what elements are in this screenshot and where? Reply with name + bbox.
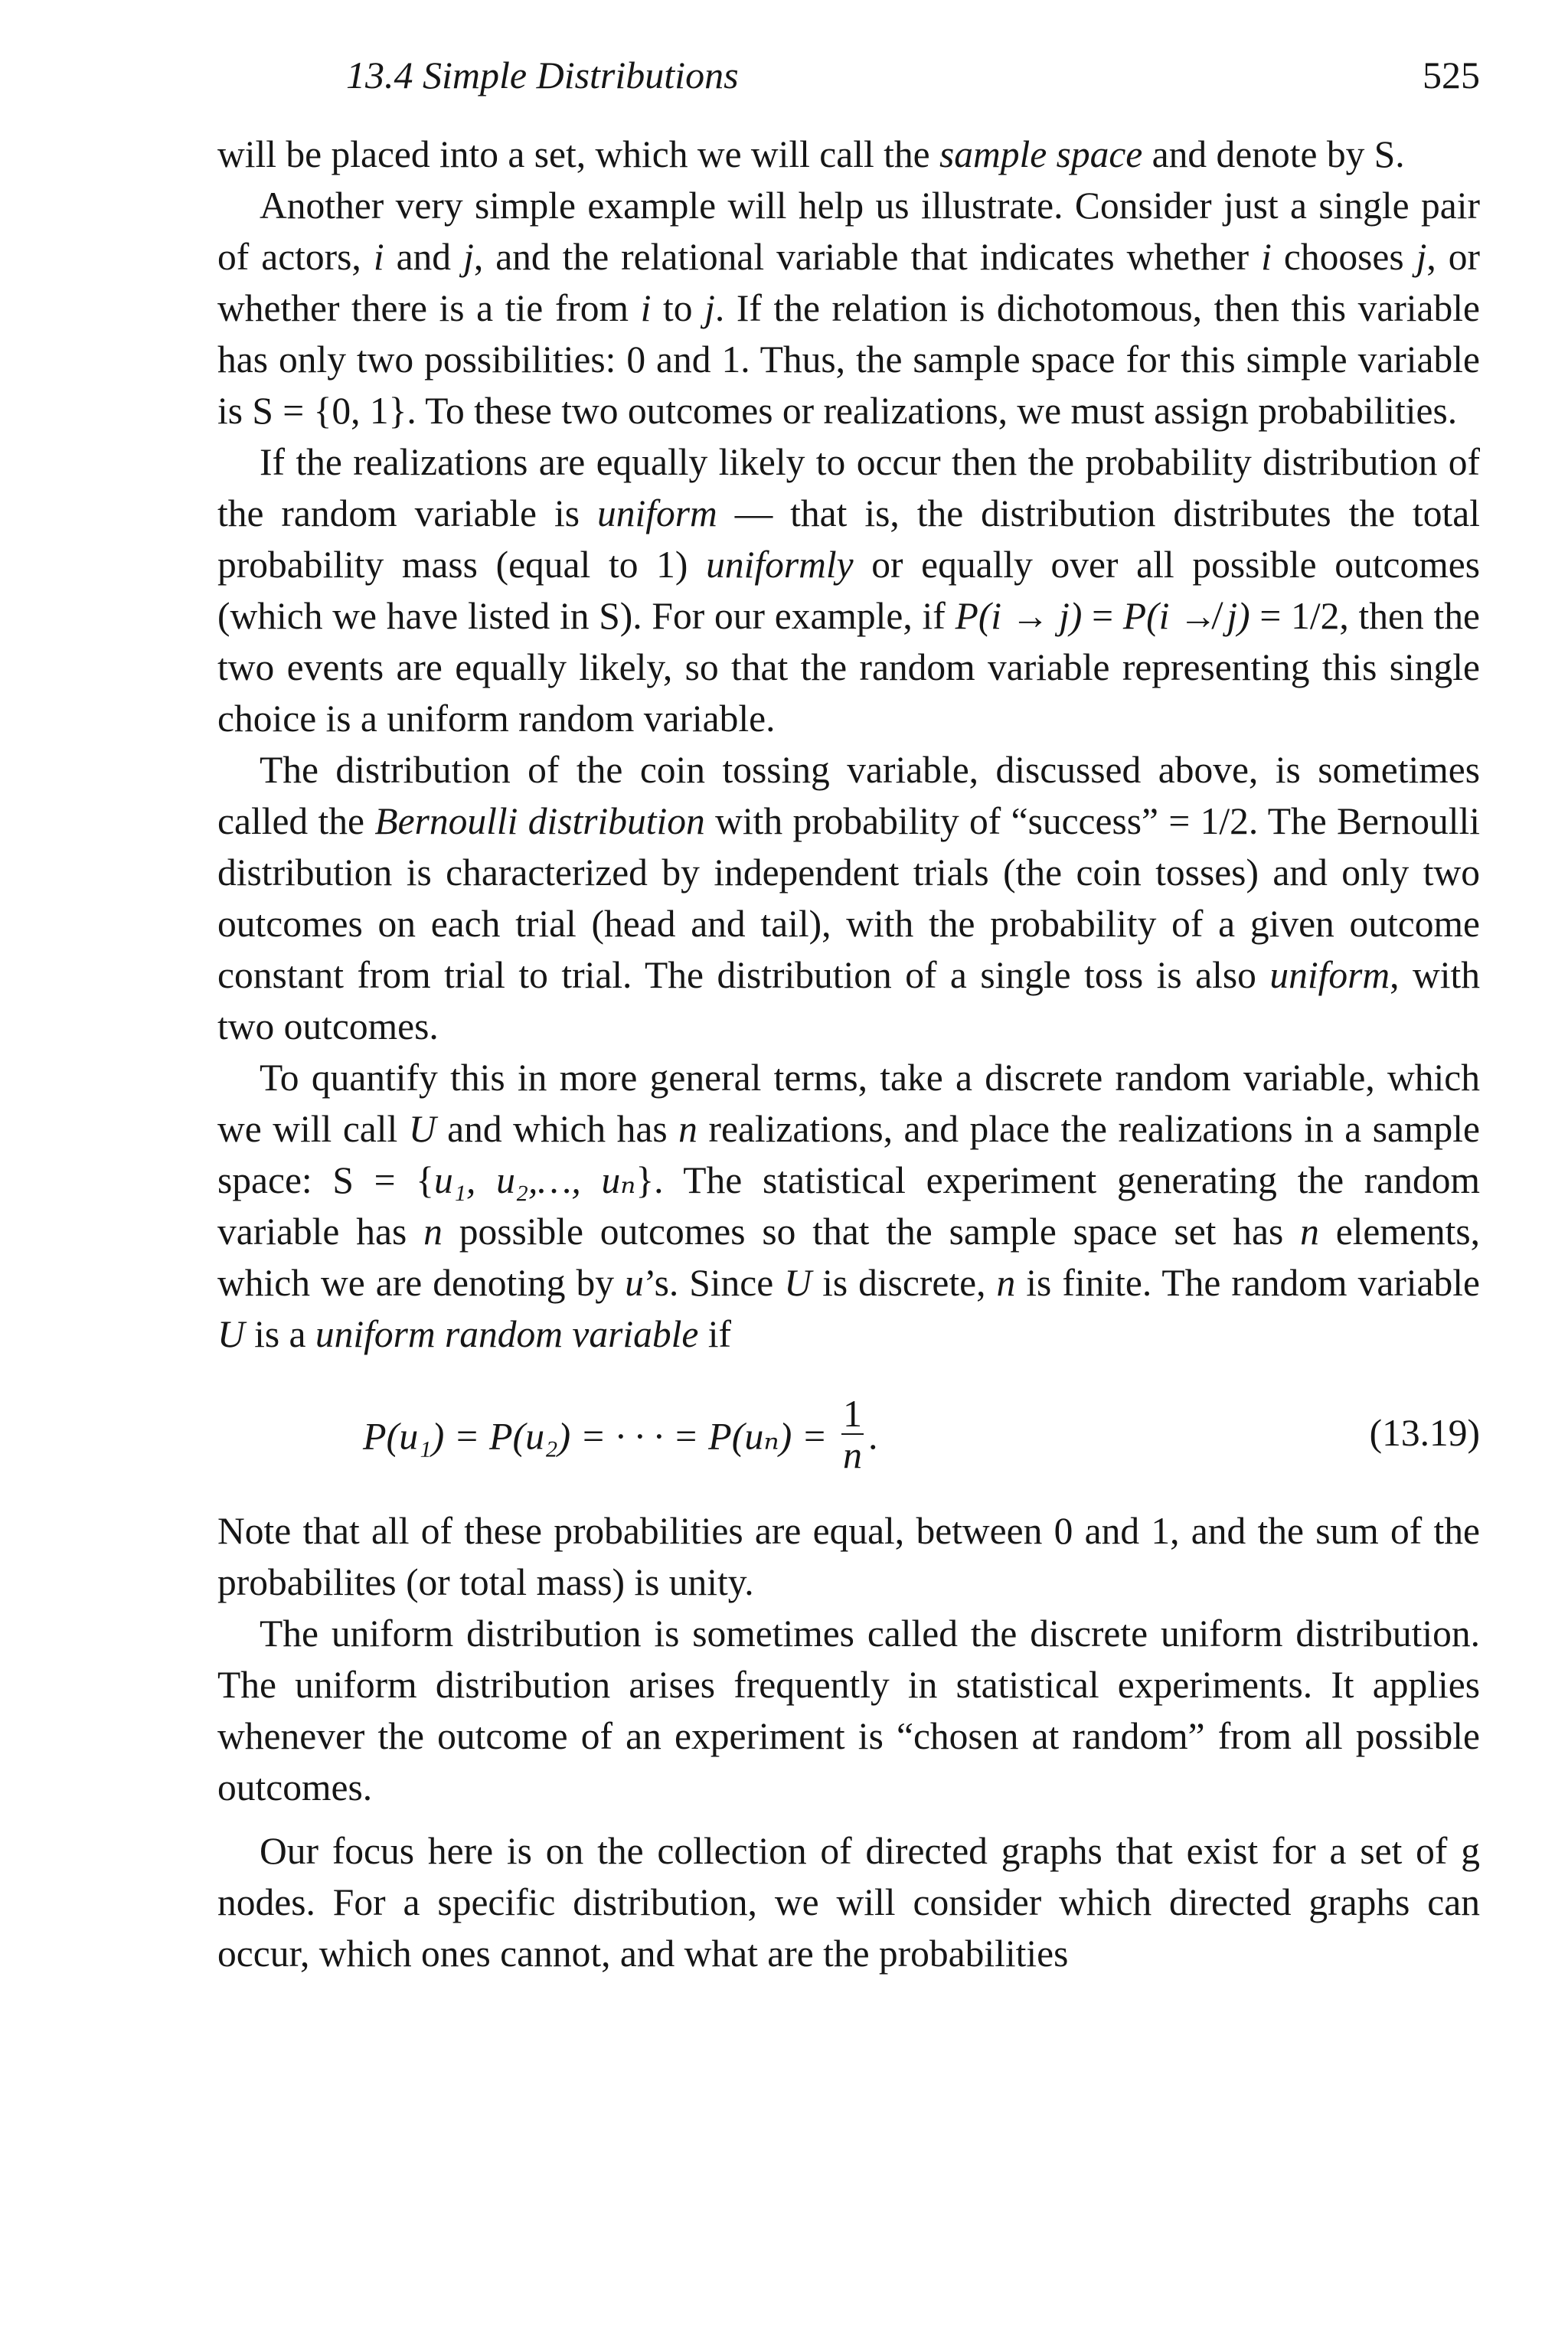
text-run: if (698, 1313, 731, 1355)
page-header (346, 47, 1480, 103)
math-variable: U (408, 1108, 436, 1150)
body-text (217, 129, 1480, 1979)
emphasis: sample space (939, 133, 1143, 175)
equation-13-19 (217, 1377, 1480, 1484)
math-expression: u₁, u₂,…, uₙ (434, 1159, 636, 1201)
text-run: and which has (436, 1108, 679, 1150)
fraction-numerator: 1 (843, 1392, 863, 1435)
text-run: = (1082, 595, 1123, 637)
text-run: will be placed into a set, which we will call the (217, 133, 939, 175)
text-run: The distribution of the coin tossing variable, discussed above, is sometimes called the (217, 749, 1480, 842)
math-variable: n (996, 1262, 1016, 1304)
math-variable: j (704, 287, 715, 329)
math-variable: n (1300, 1210, 1319, 1253)
math-variable: i (1261, 236, 1272, 278)
emphasis: uniform (596, 492, 717, 534)
text-run: realizations, and place the realizations in a sample space: S = { (217, 1108, 1480, 1201)
text-run: chooses (1271, 236, 1416, 278)
text-run: and (384, 236, 464, 278)
emphasis: uniformly (706, 544, 854, 586)
text-run: is a (244, 1313, 315, 1355)
text-run: To quantify this in more general terms, take a discrete random variable, which we will call (217, 1057, 1480, 1150)
math-expression: P(i → j) (955, 595, 1083, 637)
math-variable: i (373, 236, 384, 278)
running-head: 13.4 Simple Distributions (346, 54, 739, 96)
text-run: possible outcomes so that the sample space set has (442, 1210, 1301, 1253)
text-run: to (651, 287, 705, 329)
text-run: , or whether there is a tie from (217, 236, 1480, 329)
equation-period: . (868, 1414, 878, 1458)
emphasis: uniform (1269, 954, 1390, 996)
paragraph-1 (217, 129, 1480, 180)
text-run: with probability of “success” = 1/2. The Bernoulli distribution is characterized by independent trials (the coin tosses) and only two outcomes on each trial (head and tail), with the probability of a given outcome constant from trial to trial. The distribution of a single toss is also (217, 800, 1480, 996)
text-run: ’s. Since (643, 1262, 785, 1304)
paragraph-8 (217, 1825, 1480, 1979)
math-variable: j (1416, 236, 1427, 278)
fraction-denominator: n (843, 1433, 863, 1476)
text-run: elements, which we are denoting by (217, 1210, 1481, 1304)
text-run: , and the relational variable that indicates whether (473, 236, 1262, 278)
text-run: Another very simple example will help us illustrate. Consider just a single pair of actors, (217, 185, 1480, 278)
math-variable: j (463, 236, 474, 278)
equation-expression (363, 1392, 878, 1481)
text-run: . If the relation is dichotomous, then this variable has only two possibilities: 0 and 1. Thus, the sample space for this simple variable is S = {0, 1}. To these two outcomes or realizations, we must assign probabilities. (217, 287, 1480, 432)
paragraph-4 (217, 744, 1480, 1052)
text-run: The uniform distribution is sometimes called the discrete uniform distribution. The uniform distribution arises frequently in statistical experiments. It applies whenever the outcome of an experiment is “chosen at random” from all possible outcomes. (217, 1612, 1480, 1808)
text-run: and denote by S. (1142, 133, 1405, 175)
math-variable: U (784, 1262, 812, 1304)
fraction (841, 1393, 864, 1475)
math-expression: P(i ↛ j) (1122, 595, 1250, 637)
emphasis: uniform random variable (315, 1313, 699, 1355)
text-run: Note that all of these probabilities are equal, between 0 and 1, and the sum of the probabilites (or total mass) is unity. (217, 1510, 1480, 1603)
text-run: }. The statistical experiment generating the random variable has (217, 1159, 1480, 1253)
math-variable: n (678, 1108, 697, 1150)
text-run: = 1/2, then the two events are equally likely, so that the random variable representing this single choice is a uniform random variable. (217, 595, 1480, 740)
text-run: is discrete, (812, 1262, 997, 1304)
math-variable: i (640, 287, 652, 329)
text-run: — that is, the distribution distributes the total probability mass (equal to 1) (217, 492, 1480, 586)
text-run: or equally over all possible outcomes (which we have listed in S). For our example, if (217, 544, 1480, 637)
text-run: is finite. The random variable (1015, 1262, 1481, 1304)
math-variable: n (423, 1210, 443, 1253)
paragraph-5 (217, 1052, 1480, 1360)
math-variable: U (217, 1313, 245, 1355)
paragraph-7 (217, 1608, 1480, 1813)
paragraph-2 (217, 180, 1480, 436)
equation-number: (13.19) (1369, 1412, 1480, 1454)
text-run: Our focus here is on the collection of directed graphs that exist for a set of g nodes. For a specific distribution, we will consider which directed graphs can occur, which ones cannot, and what are the probabilities (217, 1830, 1480, 1975)
text-run: , with two outcomes. (217, 954, 1480, 1047)
paragraph-6 (217, 1505, 1480, 1608)
text-run: If the realizations are equally likely to occur then the probability distribution of the random variable is (217, 441, 1480, 534)
math-variable: u (625, 1262, 644, 1304)
emphasis: Bernoulli distribution (374, 800, 705, 842)
equation-lhs: P(u₁) = P(u₂) = · · · = P(uₙ) = (363, 1414, 838, 1458)
paragraph-3 (217, 436, 1480, 744)
page-number: 525 (1423, 54, 1480, 96)
